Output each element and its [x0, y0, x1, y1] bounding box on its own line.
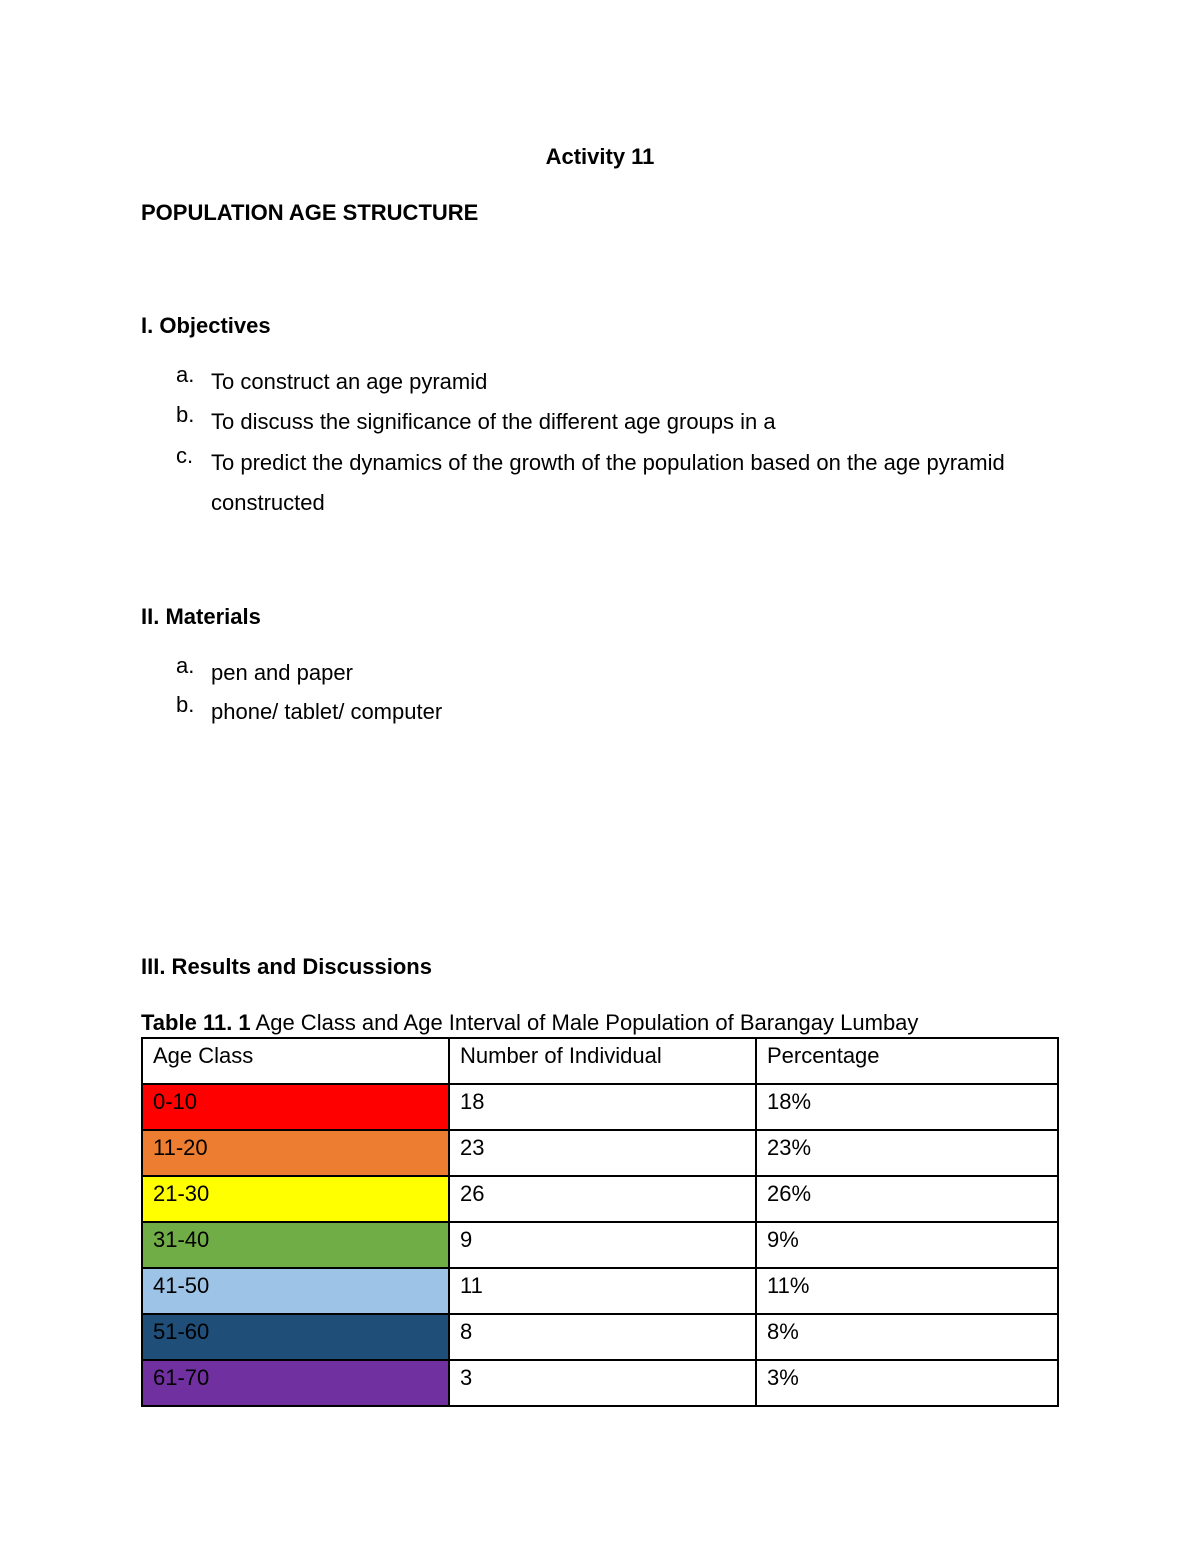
cell-number: 3 [449, 1360, 756, 1406]
cell-age-class: 21-30 [142, 1176, 449, 1222]
cell-number: 11 [449, 1268, 756, 1314]
list-marker: b. [176, 402, 195, 427]
table-caption-label: Table 11. 1 [141, 1010, 251, 1035]
cell-age-class: 51-60 [142, 1314, 449, 1360]
cell-percentage: 3% [756, 1360, 1058, 1406]
column-header-age-class: Age Class [142, 1038, 449, 1084]
cell-age-class: 61-70 [142, 1360, 449, 1406]
objectives-heading: I. Objectives [141, 313, 271, 338]
table-row [142, 1314, 1058, 1360]
results-heading: III. Results and Discussions [141, 954, 432, 979]
cell-number: 23 [449, 1130, 756, 1176]
cell-age-class: 0-10 [142, 1084, 449, 1130]
cell-number: 9 [449, 1222, 756, 1268]
table-row [142, 1084, 1058, 1130]
cell-percentage: 9% [756, 1222, 1058, 1268]
list-text: pen and paper [211, 660, 353, 685]
objective-item-b [176, 402, 1071, 442]
table-header-row [142, 1038, 1058, 1084]
list-text: To predict the dynamics of the growth of the population based on the age pyramid constructed [211, 450, 1005, 515]
list-marker: a. [176, 362, 195, 387]
cell-number: 8 [449, 1314, 756, 1360]
column-header-number: Number of Individual [449, 1038, 756, 1084]
table-row [142, 1360, 1058, 1406]
age-class-table [141, 1037, 1059, 1407]
cell-number: 18 [449, 1084, 756, 1130]
main-heading: POPULATION AGE STRUCTURE [141, 200, 479, 225]
table-row [142, 1222, 1058, 1268]
list-text: To construct an age pyramid [211, 369, 488, 394]
column-header-percentage: Percentage [756, 1038, 1058, 1084]
materials-heading: II. Materials [141, 604, 261, 629]
table-row [142, 1130, 1058, 1176]
list-marker: b. [176, 692, 195, 717]
cell-number: 26 [449, 1176, 756, 1222]
cell-percentage: 26% [756, 1176, 1058, 1222]
objective-item-a [176, 362, 1071, 402]
material-item-a [176, 653, 1071, 693]
objective-item-c [176, 443, 1071, 523]
table-row [142, 1268, 1058, 1314]
cell-age-class: 41-50 [142, 1268, 449, 1314]
list-text: phone/ tablet/ computer [211, 699, 443, 724]
cell-percentage: 18% [756, 1084, 1058, 1130]
cell-percentage: 11% [756, 1268, 1058, 1314]
list-text: To discuss the significance of the different age groups in a [211, 409, 776, 434]
table-caption [141, 1010, 918, 1036]
material-item-b [176, 692, 1071, 732]
table-caption-text: Age Class and Age Interval of Male Population of Barangay Lumbay [250, 1010, 919, 1035]
cell-age-class: 31-40 [142, 1222, 449, 1268]
table-row [142, 1176, 1058, 1222]
cell-percentage: 23% [756, 1130, 1058, 1176]
cell-percentage: 8% [756, 1314, 1058, 1360]
list-marker: c. [176, 443, 194, 468]
cell-age-class: 11-20 [142, 1130, 449, 1176]
document-title: Activity 11 [545, 144, 655, 169]
list-marker: a. [176, 653, 195, 678]
